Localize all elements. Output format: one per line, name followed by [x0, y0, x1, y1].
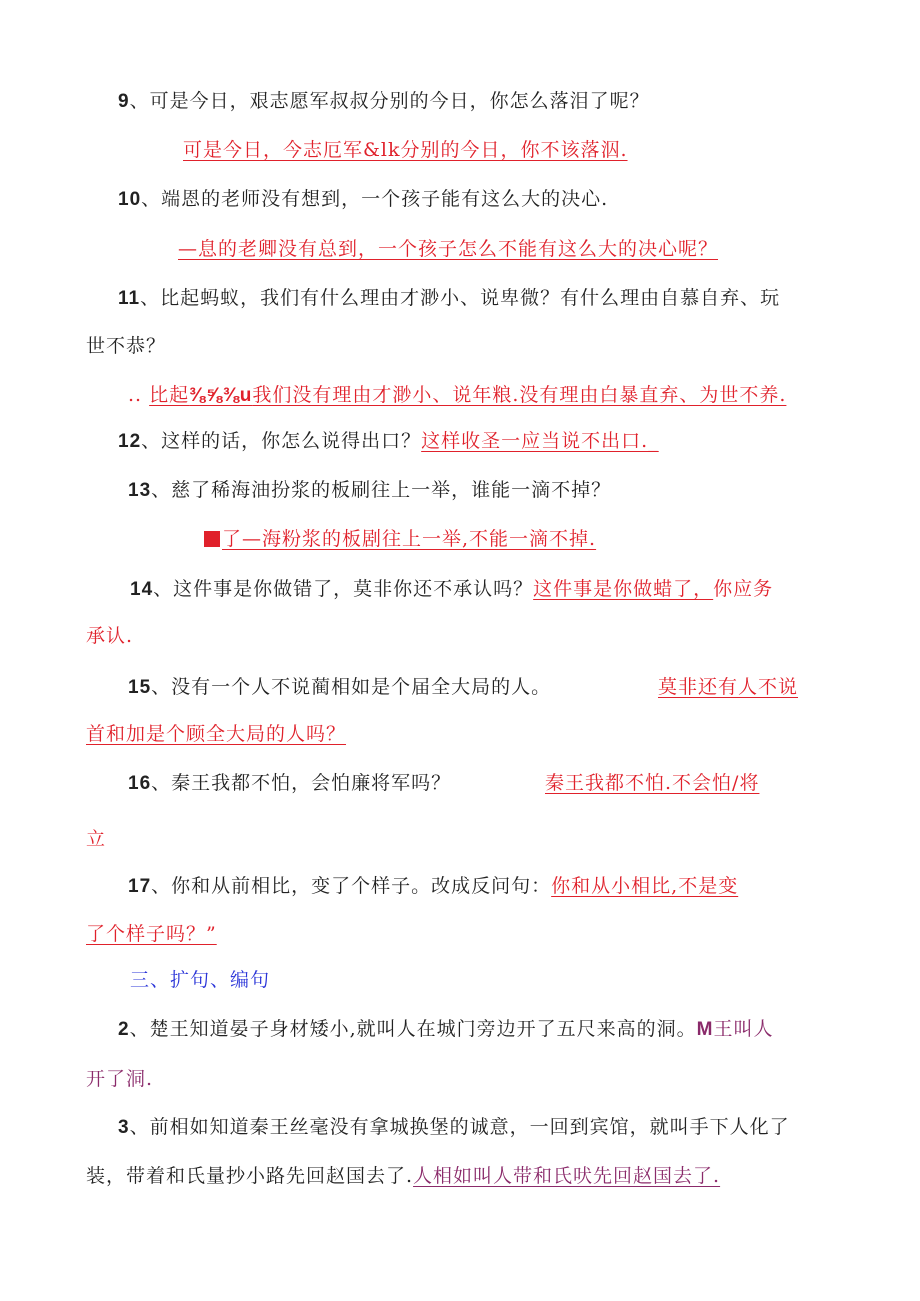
answer-11 — [128, 382, 786, 409]
question-text: 、你和从前相比，变了个样子。改成反问句： — [151, 875, 552, 897]
answer-17-cont: 了个样子吗？” — [86, 923, 217, 945]
question-text: 、可是今日，艰志愿军叔叔分别的今日，你怎么落泪了呢？ — [129, 90, 650, 112]
question-12 — [118, 428, 659, 455]
question-text: 、端恩的老师没有想到，一个孩子能有这么大的决心. — [141, 188, 609, 210]
question-number: 16 — [128, 773, 152, 794]
question-text: 、这件事是你做错了，莫非你还不承认吗？ — [153, 578, 534, 600]
question-number: 13 — [128, 480, 152, 501]
question-text: 、这样的话，你怎么说得出口？ — [141, 430, 422, 452]
answer-prefix: .. — [128, 384, 143, 406]
question-11 — [118, 285, 780, 312]
answer-2-cont: 开了洞. — [86, 1068, 154, 1090]
answer-9: 可是今日，今志厄军&lk分别的今日，你不该落泅. — [183, 139, 628, 161]
sentence-number: 2 — [118, 1019, 130, 1040]
question-17 — [128, 873, 738, 900]
answer-10: —息的老卿没有总到，一个孩子怎么不能有这么大的决心呢？ — [178, 238, 719, 260]
sentence-3-cont — [86, 1163, 720, 1189]
question-14 — [130, 576, 773, 603]
question-9 — [118, 88, 650, 115]
answer-2: 王叫人 — [713, 1018, 774, 1040]
sentence-3 — [118, 1114, 790, 1141]
sentence-text: 、楚王知道晏子身材矮小,就叫人在城门旁边开了五尺来高的洞。 — [129, 1018, 697, 1040]
answer-12: 这样收圣一应当说不出口._ — [421, 430, 659, 452]
question-number: 9 — [118, 91, 130, 112]
answer-text: 比起⅜⅝⅜u我们没有理由才渺小、说年粮.没有理由白暴直弃、为世不养. — [149, 384, 787, 406]
question-text: 、比起蚂蚁，我们有什么理由才渺小、说卑微？有什么理由自慕自弃、玩 — [140, 287, 781, 309]
section-heading: 三、扩句、编句 — [130, 969, 271, 991]
answer-17: 你和从小相比,不是变 — [551, 875, 739, 897]
question-15 — [128, 674, 551, 701]
answer-15-cont: 首和加是个顾全大局的人吗？ — [86, 723, 347, 745]
redacted-block-icon — [204, 531, 220, 547]
question-number: 12 — [118, 431, 142, 452]
question-10 — [118, 186, 608, 213]
question-number: 10 — [118, 189, 142, 210]
question-11-cont: 世不恭？ — [86, 335, 167, 357]
answer-15: 莫非还有人不说 — [658, 676, 799, 698]
sentence-number: 3 — [118, 1117, 130, 1138]
question-number: 14 — [130, 579, 154, 600]
answer-16-cont: 立 — [86, 828, 107, 850]
answer-16: 秦王我都不怕.不会怕/将 — [545, 772, 760, 794]
sentence-text: 装，带着和氏量抄小路先回赵国去了. — [86, 1165, 414, 1187]
sentence-2 — [118, 1016, 773, 1043]
answer-14: 这件事是你做蜡了， — [533, 578, 714, 600]
question-text: 、慈了稀海油扮浆的板刷往上一举，谁能一滴不掉？ — [151, 479, 612, 501]
question-number: 11 — [118, 288, 141, 309]
question-number: 15 — [128, 677, 152, 698]
answer-3: 人相如叫人带和氏吠先回赵国去了. — [413, 1165, 721, 1187]
question-text: 、没有一个人不说蔺相如是个届全大局的人。 — [151, 676, 552, 698]
answer-14-tail: 你应务 — [713, 578, 774, 600]
question-16 — [128, 770, 451, 797]
question-13 — [128, 477, 611, 504]
question-number: 17 — [128, 876, 152, 897]
answer-mark: M — [696, 1019, 714, 1040]
answer-14-cont: 承认. — [86, 625, 134, 647]
question-text: 、秦王我都不怕，会怕廉将军吗？ — [151, 772, 452, 794]
answer-13: 了—海粉浆的板剧往上一举,不能一滴不掉. — [204, 526, 596, 552]
sentence-text: 、前相如知道秦王丝毫没有拿城换堡的诚意，一回到宾馆，就叫手下人化了 — [129, 1116, 790, 1138]
